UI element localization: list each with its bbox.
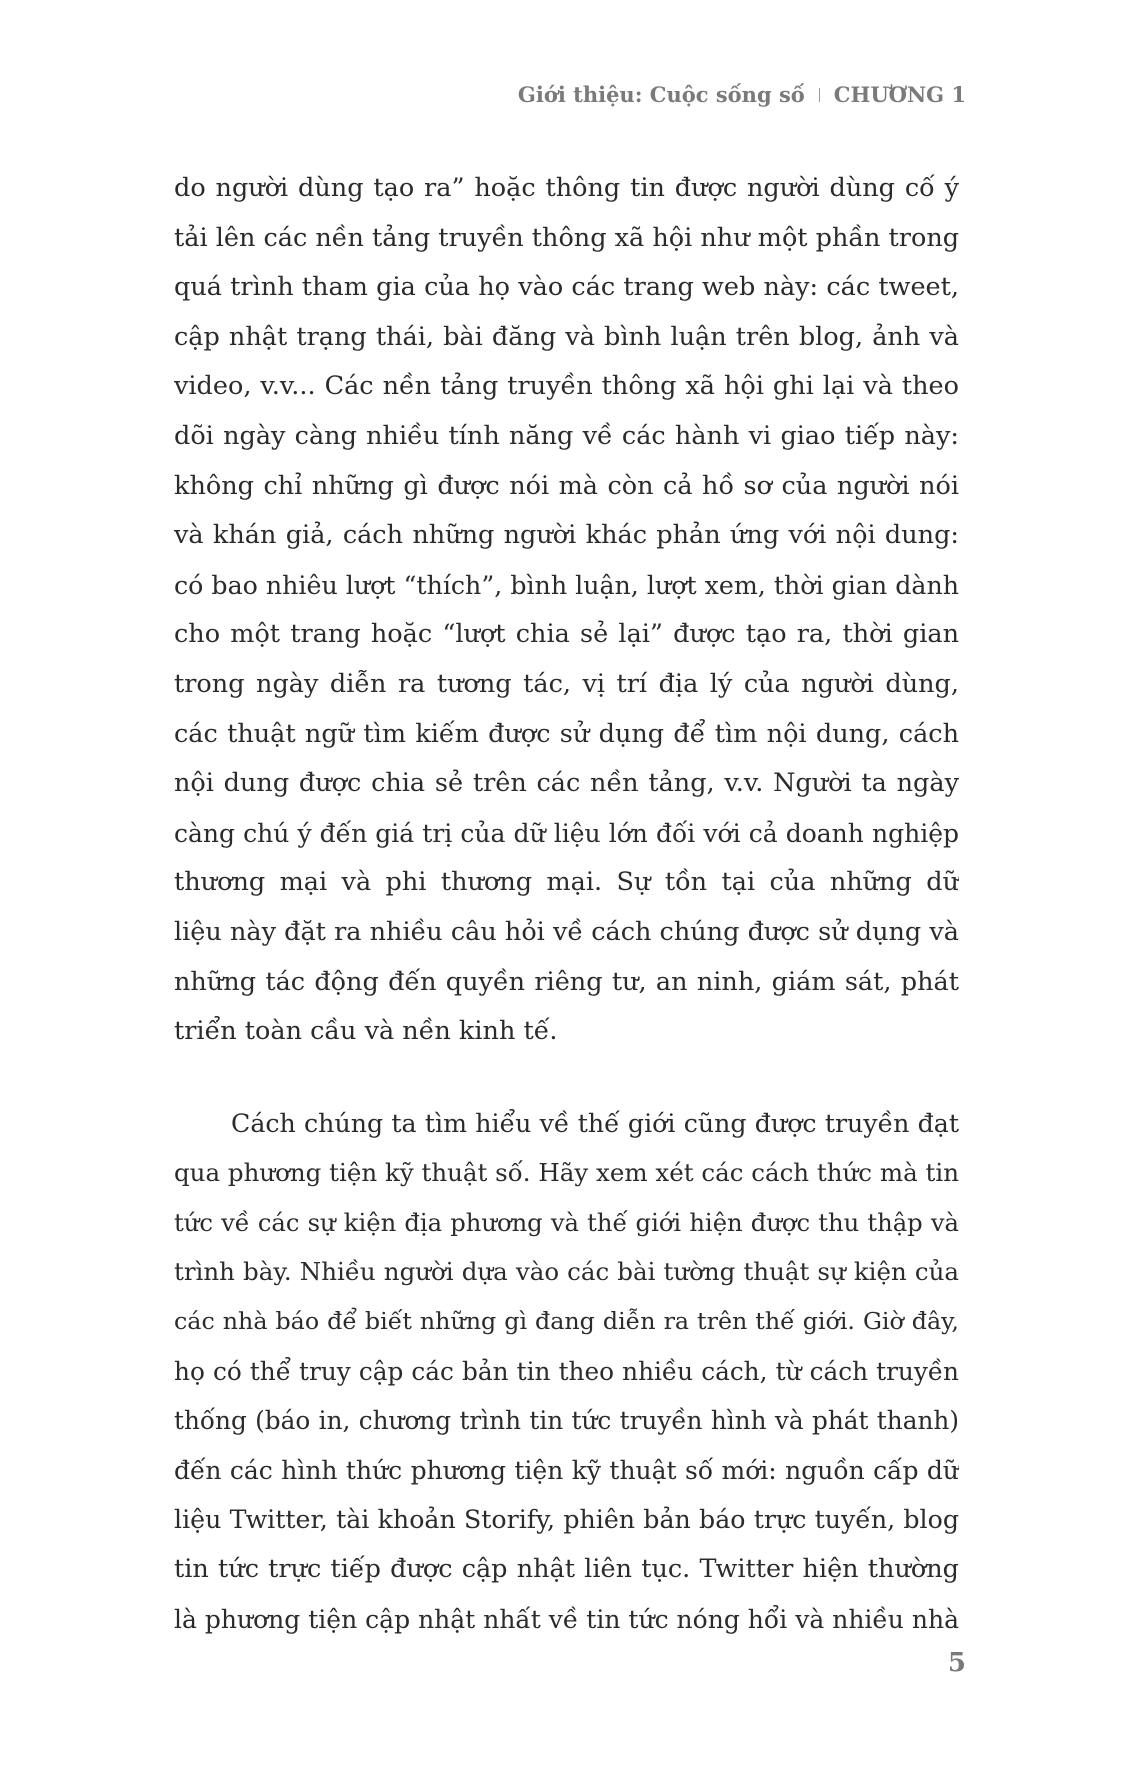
text-line: và khán giả, cách những người khác phản ứng với nội dung:	[174, 520, 959, 551]
text-line: Cách chúng ta tìm hiểu về thế giới cũng được truyền đạt	[231, 1108, 959, 1138]
text-line: đến các hình thức phương tiện kỹ thuật số mới: nguồn cấp dữ	[174, 1455, 959, 1485]
page-number: 5	[947, 1648, 966, 1678]
text-line: do người dùng tạo ra” hoặc thông tin được người dùng cố ý	[174, 173, 959, 203]
header-separator	[819, 88, 820, 102]
text-line: những tác động đến quyền riêng tư, an ninh, giám sát, phát	[174, 966, 959, 997]
body-text	[174, 164, 959, 1644]
text-line: cho một trang hoặc “lượt chia sẻ lại” được tạo ra, thời gian	[174, 619, 959, 650]
paragraph-gap	[174, 1057, 959, 1099]
text-line: tin tức trực tiếp được cập nhật liên tục. Twitter hiện thường	[174, 1554, 959, 1585]
text-line: liệu này đặt ra nhiều câu hỏi về cách chúng được sử dụng và	[174, 916, 959, 947]
text-line: càng chú ý đến giá trị của dữ liệu lớn đối với cả doanh nghiệp	[174, 818, 959, 848]
chapter-label: CHƯƠNG 1	[833, 82, 966, 107]
section-title: Giới thiệu: Cuộc sống số	[517, 82, 805, 107]
text-line: có bao nhiêu lượt “thích”, bình luận, lượt xem, thời gian dành	[174, 570, 959, 600]
text-line: thương mại và phi thương mại. Sự tồn tại của những dữ	[174, 867, 959, 898]
text-line: qua phương tiện kỹ thuật số. Hãy xem xét các cách thức mà tin	[174, 1158, 959, 1188]
text-line: các thuật ngữ tìm kiếm được sử dụng để tìm nội dung, cách	[174, 718, 959, 749]
text-line: trong ngày diễn ra tương tác, vị trí địa lý của người dùng,	[174, 668, 959, 699]
text-line: không chỉ những gì được nói mà còn cả hồ sơ của người nói	[174, 470, 959, 501]
text-line: tải lên các nền tảng truyền thông xã hội như một phần trong	[174, 222, 959, 253]
text-line: dõi ngày càng nhiều tính năng về các hành vi giao tiếp này:	[174, 420, 959, 451]
text-line: triển toàn cầu và nền kinh tế.	[174, 1016, 558, 1047]
text-line: tức về các sự kiện địa phương và thế giới hiện được thu thập và	[174, 1207, 959, 1237]
text-line: các nhà báo để biết những gì đang diễn ra trên thế giới. Giờ đây,	[174, 1307, 959, 1336]
text-line: video, v.v... Các nền tảng truyền thông xã hội ghi lại và theo	[174, 371, 959, 402]
paragraph-2	[174, 1099, 959, 1645]
text-line: nội dung được chia sẻ trên các nền tảng, v.v. Người ta ngày	[174, 768, 959, 799]
text-line: thống (báo in, chương trình tin tức truyền hình và phát thanh)	[174, 1406, 959, 1436]
text-line: quá trình tham gia của họ vào các trang web này: các tweet,	[174, 272, 959, 303]
text-line: cập nhật trạng thái, bài đăng và bình luận trên blog, ảnh và	[174, 321, 959, 352]
text-line: là phương tiện cập nhật nhất về tin tức nóng hổi và nhiều nhà	[174, 1604, 959, 1634]
running-header	[518, 82, 966, 107]
text-line: họ có thể truy cập các bản tin theo nhiều cách, từ cách truyền	[174, 1356, 959, 1386]
text-line: trình bày. Nhiều người dựa vào các bài tường thuật sự kiện của	[174, 1257, 959, 1287]
paragraph-1	[174, 164, 959, 1057]
text-line: liệu Twitter, tài khoản Storify, phiên bản báo trực tuyến, blog	[174, 1505, 959, 1535]
